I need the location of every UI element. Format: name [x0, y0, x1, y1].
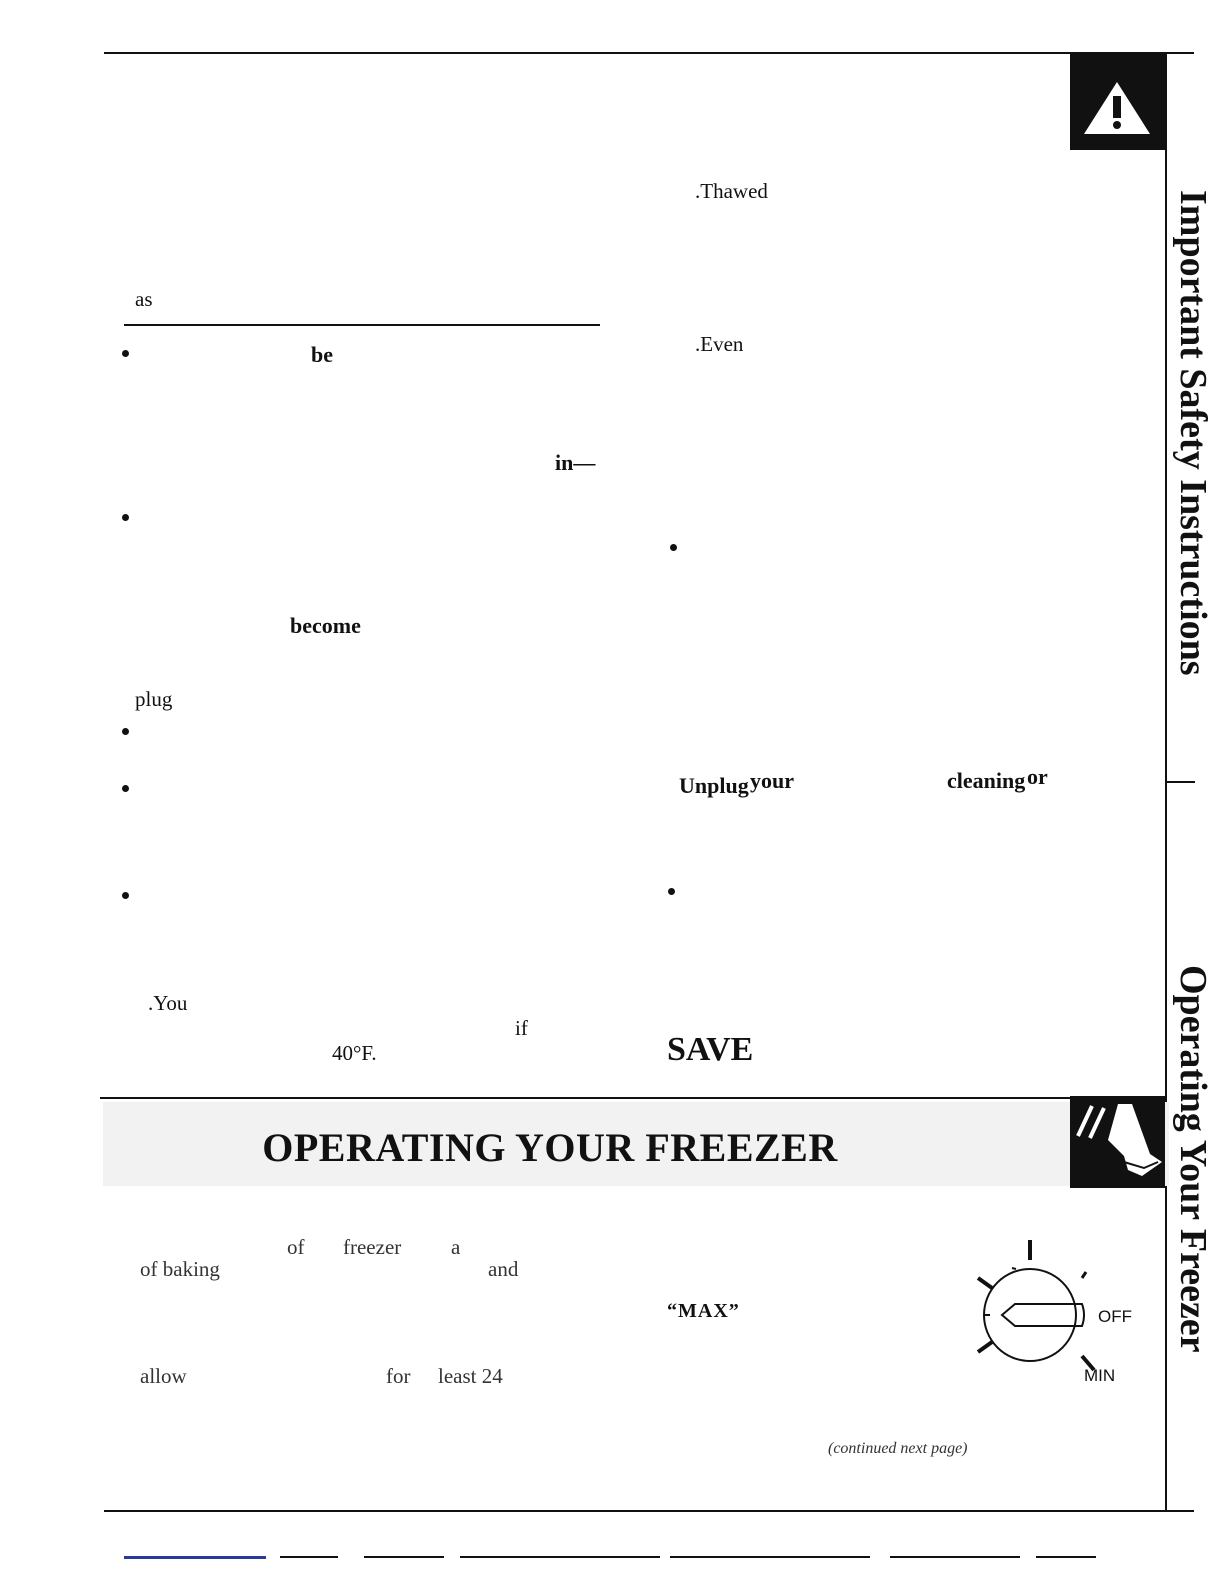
text-even: .Even	[695, 332, 744, 356]
bullet	[122, 514, 129, 521]
side-tab-important-safety: Important Safety Instructions	[1172, 190, 1214, 676]
warning-triangle-icon	[1070, 52, 1165, 150]
text-or: or	[1027, 764, 1048, 789]
text-your: your	[750, 768, 794, 793]
footer-line	[670, 1556, 870, 1558]
footer-line	[460, 1556, 660, 1558]
bullet	[670, 544, 677, 551]
section-rule	[124, 324, 600, 326]
text-if: if	[515, 1016, 528, 1040]
text-cleaning: cleaning	[947, 768, 1026, 793]
text-of-baking: of baking	[140, 1257, 220, 1281]
section-title: OPERATING YOUR FREEZER	[262, 1125, 838, 1170]
text-in: in—	[555, 450, 596, 475]
text-plug: plug	[135, 687, 173, 711]
continued-note: (continued next page)	[828, 1440, 968, 1457]
bullet	[122, 892, 129, 899]
text-be: be	[311, 342, 333, 367]
text-save: SAVE	[667, 1031, 754, 1068]
warning-tab	[1070, 52, 1165, 150]
hand-tab	[1070, 1096, 1165, 1188]
dial-off-label: OFF	[1098, 1307, 1132, 1326]
text-max: “MAX”	[667, 1300, 740, 1322]
text-a: a	[451, 1235, 461, 1259]
text-as: as	[135, 287, 153, 311]
footer-line	[280, 1556, 338, 1558]
section-top-rule	[100, 1097, 1166, 1099]
footer-line	[890, 1556, 1020, 1558]
text-for: for	[386, 1364, 411, 1388]
footer-line	[364, 1556, 444, 1558]
text-you: .You	[148, 991, 188, 1015]
text-become: become	[290, 613, 361, 638]
side-tab-operating: Operating Your Freezer	[1172, 965, 1214, 1353]
text-least: least 24	[438, 1364, 503, 1388]
top-rule	[104, 52, 1194, 54]
footer-line	[124, 1556, 266, 1559]
bullet	[668, 888, 675, 895]
tab-divider	[1165, 781, 1195, 783]
dial-min-label: MIN	[1084, 1366, 1116, 1385]
temperature-dial	[970, 1238, 1140, 1388]
text-allow: allow	[140, 1364, 187, 1388]
hand-pressing-icon	[1070, 1096, 1165, 1188]
bottom-rule	[104, 1510, 1194, 1512]
text-of: of	[287, 1235, 305, 1259]
text-and: and	[488, 1257, 519, 1281]
footer-line	[1036, 1556, 1096, 1558]
text-unplug: Unplug	[679, 773, 749, 798]
bullet	[122, 728, 129, 735]
text-thawed: .Thawed	[695, 179, 768, 203]
text-freezer: freezer	[343, 1235, 402, 1259]
text-temp: 40°F.	[332, 1041, 377, 1065]
bullet	[122, 350, 129, 357]
bullet	[122, 785, 129, 792]
